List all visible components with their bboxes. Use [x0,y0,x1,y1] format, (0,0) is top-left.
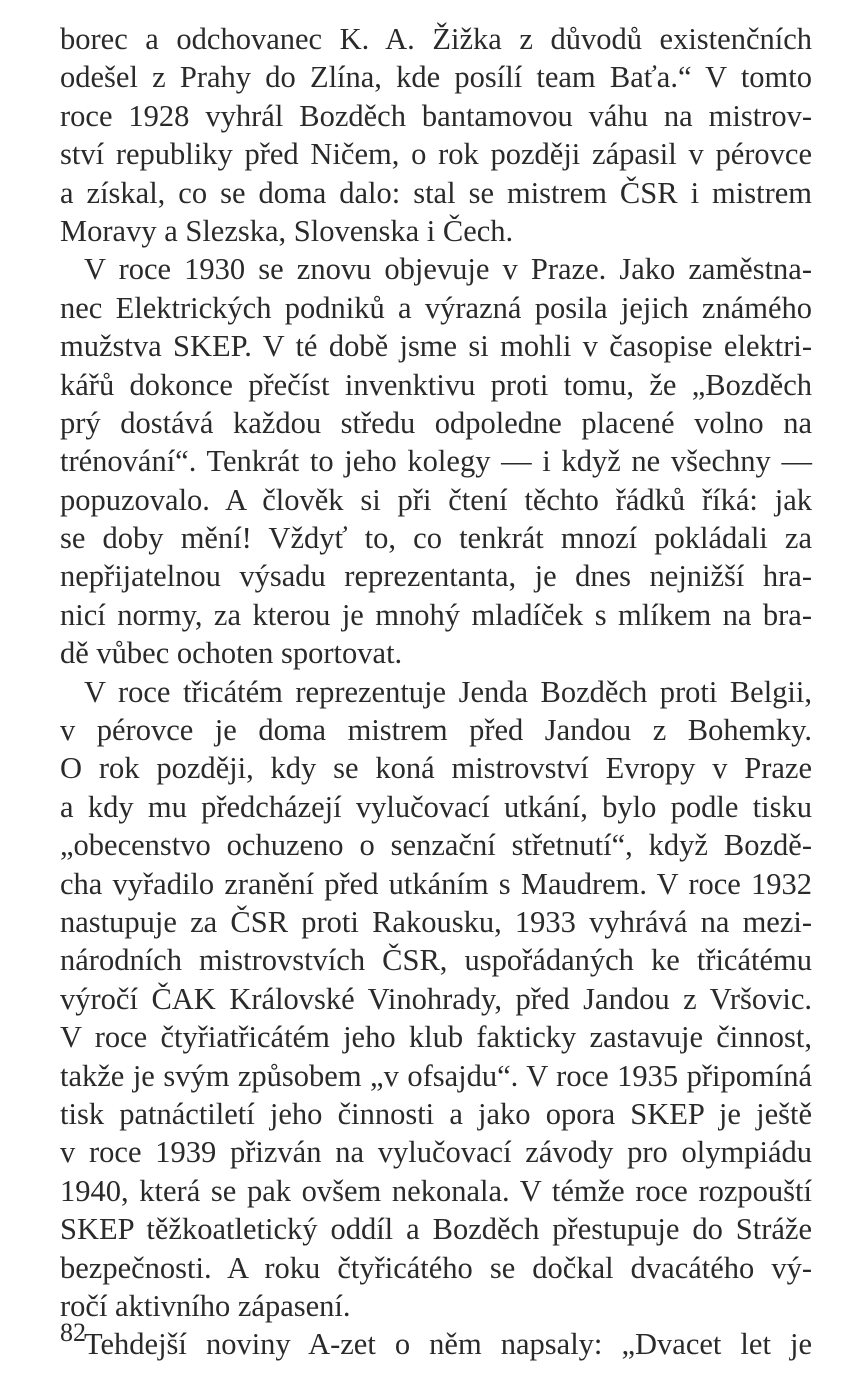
text-line: 1940, která se pak ovšem nekonala. V témže roce rozpouští [60,1173,812,1208]
paragraph-1 [60,20,812,250]
text-line: Tehdejší noviny A-zet o něm napsaly: „Dvacet let je [84,1327,812,1362]
page-number: 82 [60,1318,86,1347]
text-line: ročí aktivního zápasení. [60,1288,351,1323]
text-line: mužstva SKEP. V té době jsme si mohli v časopise elektri- [60,329,812,364]
body-text [60,20,812,1364]
text-line: V roce 1930 se znovu objevuje v Praze. Jako zaměstna- [84,252,812,287]
text-line: kářů dokonce přečíst invenktivu proti tomu, že „Bozděch [60,367,812,402]
text-line: a kdy mu předcházejí vylučovací utkání, bylo podle tisku [60,789,812,824]
text-line: SKEP těžkoatletický oddíl a Bozděch přestupuje do Stráže [60,1212,812,1247]
text-line: „obecenstvo ochuzeno o senzační střetnutí“, když Bozdě- [60,828,812,863]
text-line: ství republiky před Ničem, o rok později zápasil v pérovce [60,137,812,172]
text-line: V roce čtyřiatřicátém jeho klub fakticky zastavuje činnost, [60,1020,812,1055]
text-line: nastupuje za ČSR proti Rakousku, 1933 vyhrává na mezi- [60,904,812,939]
text-line: odešel z Prahy do Zlína, kde posílí team Baťa.“ V tomto [60,60,812,95]
text-line: nec Elektrických podniků a výrazná posila jejich známého [60,290,812,325]
text-line: O rok později, kdy se koná mistrovství Evropy v Praze [60,751,812,786]
text-line: nepřijatelnou výsadu reprezentanta, je dnes nejnižší hra- [60,559,812,594]
paragraph-2 [60,250,812,672]
paragraph-4 [60,1325,812,1363]
text-line: národních mistrovstvích ČSR, uspořádaných ke třicátému [60,943,812,978]
text-line: cha vyřadilo zranění před utkáním s Maudrem. V roce 1932 [60,866,812,901]
text-line: v roce 1939 přizván na vylučovací závody pro olympiádu [60,1135,812,1170]
text-line: trénování“. Tenkrát to jeho kolegy — i když ne všechny — [60,444,812,479]
text-line: dě vůbec ochoten sportovat. [60,636,403,671]
text-line: a získal, co se doma dalo: stal se mistrem ČSR i mistrem [60,175,812,210]
text-line: výročí ČAK Královské Vinohrady, před Jandou z Vršovic. [60,981,812,1016]
text-line: bezpečnosti. A roku čtyřicátého se dočkal dvacátého vý- [60,1250,812,1285]
paragraph-3 [60,673,812,1326]
text-line: nicí normy, za kterou je mnohý mladíček s mlíkem na bra- [60,597,812,632]
text-line: roce 1928 vyhrál Bozděch bantamovou váhu na mistrov- [60,98,812,133]
text-line: prý dostává každou středu odpoledne placené volno na [60,405,812,440]
text-line: tisk patnáctiletí jeho činnosti a jako opora SKEP je ještě [60,1096,812,1131]
text-line: Moravy a Slezska, Slovenska i Čech. [60,213,514,248]
text-line: se doby mění! Vždyť to, co tenkrát mnozí pokládali za [60,521,812,556]
text-line: v pérovce je doma mistrem před Jandou z Bohemky. [60,713,812,748]
text-line: borec a odchovanec K. A. Žižka z důvodů existenčních [60,22,812,56]
text-line: V roce třicátém reprezentuje Jenda Bozděch proti Belgii, [84,674,812,709]
text-line: takže je svým způsobem „v ofsajdu“. V roce 1935 připomíná [60,1058,812,1093]
text-line: popuzovalo. A člověk si při čtení těchto řádků říká: jak [60,482,812,517]
